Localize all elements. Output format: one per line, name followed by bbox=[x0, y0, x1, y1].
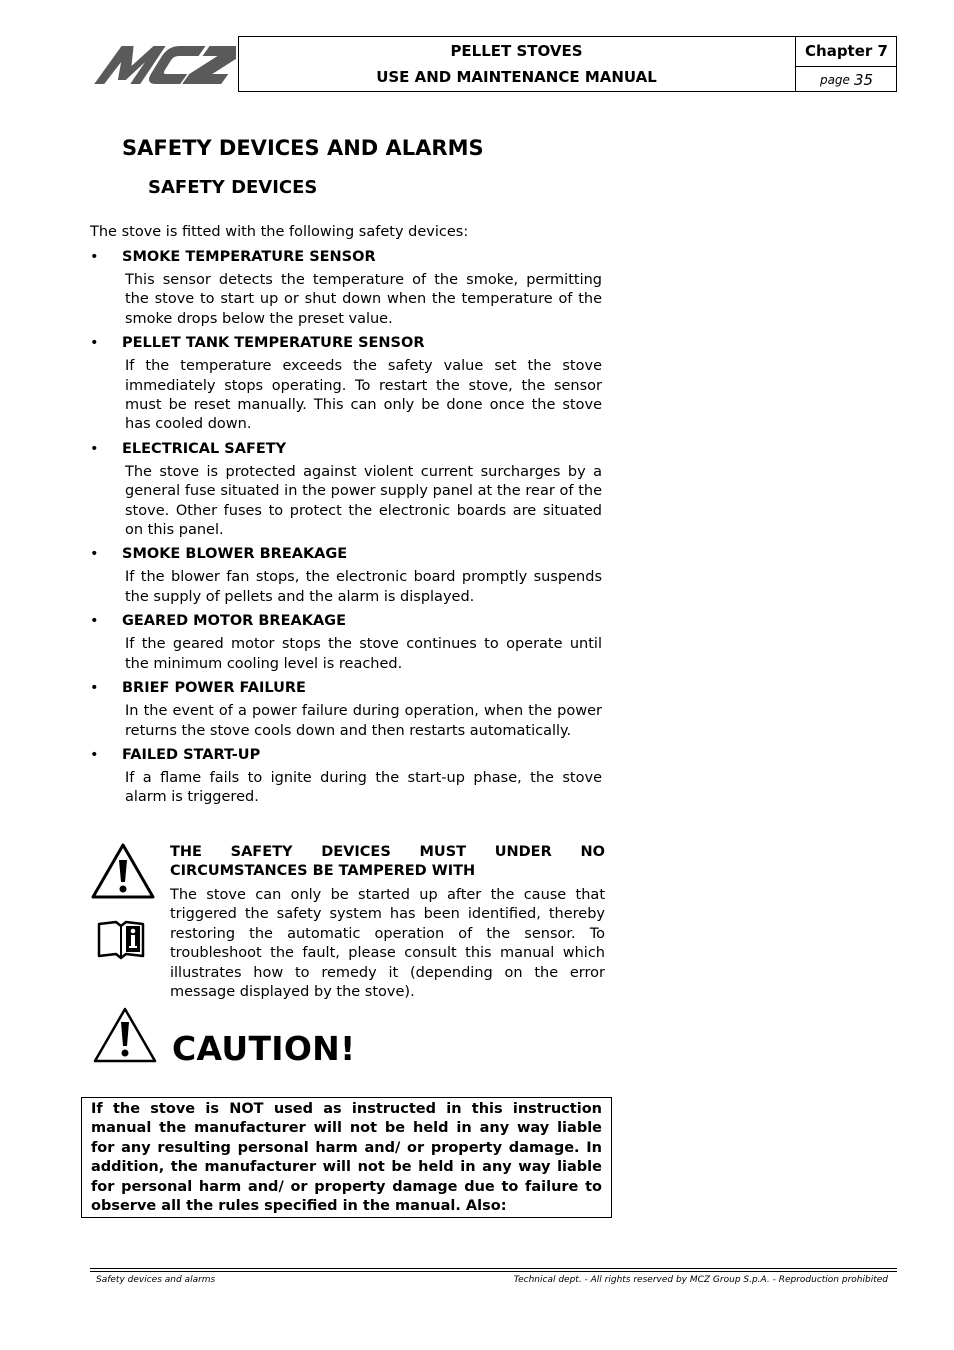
footer-rule bbox=[90, 1271, 897, 1272]
warning-title-word: SAFETY bbox=[230, 844, 293, 860]
list-item bbox=[90, 678, 602, 741]
warning-block bbox=[170, 843, 605, 1002]
caution-heading: CAUTION! bbox=[172, 1029, 356, 1068]
header-title-line1: PELLET STOVES bbox=[450, 42, 583, 60]
warning-title-word: THE bbox=[170, 844, 202, 860]
manual-info-icon bbox=[96, 918, 146, 960]
list-item bbox=[90, 611, 602, 674]
chapter-label: Chapter 7 bbox=[805, 42, 888, 60]
warning-title-word: MUST bbox=[419, 844, 467, 860]
intro-text: The stove is fitted with the following safety devices: bbox=[90, 224, 469, 240]
warning-text: The stove can only be started up after the cause that triggered the safety system has been identified, thereby restoring the automatic operation of the sensor. To troubleshoot the fault, please consult this manual which illustrates how to remedy it (depending on the error message displayed by the stove). bbox=[170, 887, 605, 1001]
device-title: • PELLET TANK TEMPERATURE SENSOR bbox=[90, 333, 602, 353]
device-title: • ELECTRICAL SAFETY bbox=[90, 439, 602, 459]
list-item bbox=[90, 544, 602, 607]
device-description: If the temperature exceeds the safety value set the stove immediately stops operating. To restart the stove, the sensor must be reset manually. This can only be done once the stove has cooled down. bbox=[125, 358, 602, 433]
header-title bbox=[238, 36, 795, 92]
safety-device-list bbox=[90, 247, 602, 812]
warning-triangle-icon bbox=[92, 1006, 158, 1064]
warning-title-word: NO bbox=[580, 844, 605, 860]
subsection-title: SAFETY DEVICES bbox=[148, 177, 318, 198]
section-title: SAFETY DEVICES AND ALARMS bbox=[122, 136, 484, 160]
device-title: • FAILED START-UP bbox=[90, 745, 602, 765]
warning-title-word: DEVICES bbox=[321, 844, 391, 860]
device-title: • GEARED MOTOR BREAKAGE bbox=[90, 611, 602, 631]
page-number-value: 35 bbox=[853, 70, 874, 89]
list-item bbox=[90, 745, 602, 808]
device-title: • BRIEF POWER FAILURE bbox=[90, 678, 602, 698]
warning-title-line2: CIRCUMSTANCES BE TAMPERED WITH bbox=[170, 863, 476, 879]
page-number bbox=[796, 67, 897, 92]
device-description: This sensor detects the temperature of the smoke, permitting the stove to start up or shut down when the temperature of the smoke drops below the preset value. bbox=[125, 272, 602, 327]
warning-title-word: UNDER bbox=[494, 844, 552, 860]
device-title: • SMOKE TEMPERATURE SENSOR bbox=[90, 247, 602, 267]
footer-copyright: Technical dept. - All rights reserved by MCZ Group S.p.A. - Reproduction prohibited bbox=[513, 1275, 888, 1285]
header-title-line2: USE AND MAINTENANCE MANUAL bbox=[376, 68, 657, 86]
device-description: If a flame fails to ignite during the start-up phase, the stove alarm is triggered. bbox=[125, 769, 602, 806]
page-label: page bbox=[819, 72, 850, 87]
device-title: • SMOKE BLOWER BREAKAGE bbox=[90, 544, 602, 564]
list-item bbox=[90, 247, 602, 329]
warning-triangle-icon bbox=[90, 842, 156, 900]
device-description: If the geared motor stops the stove continues to operate until the minimum cooling level is reached. bbox=[125, 636, 602, 672]
footer-section-name: Safety devices and alarms bbox=[96, 1275, 216, 1285]
device-description: The stove is protected against violent current surcharges by a general fuse situated in the power supply panel at the rear of the stove. Other fuses to protect the electronic boards are situated on this panel. bbox=[125, 463, 602, 539]
list-item bbox=[90, 439, 602, 541]
warning-title bbox=[170, 843, 605, 881]
mcz-logo bbox=[90, 40, 236, 86]
footer-rule bbox=[90, 1268, 897, 1269]
liability-notice: If the stove is NOT used as instructed in this instruction manual the manufacturer will not be held in any way liable for any resulting personal harm and/ or property damage. In addition, the manufacturer will not be held in any way liable for personal harm and/ or property damage due to failure to observe all the rules specified in the manual. Also: bbox=[81, 1097, 612, 1218]
device-description: If the blower fan stops, the electronic board promptly suspends the supply of pellets and the alarm is displayed. bbox=[125, 569, 602, 605]
device-description: In the event of a power failure during operation, when the power returns the stove cools down and then restarts automatically. bbox=[125, 703, 602, 739]
list-item bbox=[90, 333, 602, 435]
